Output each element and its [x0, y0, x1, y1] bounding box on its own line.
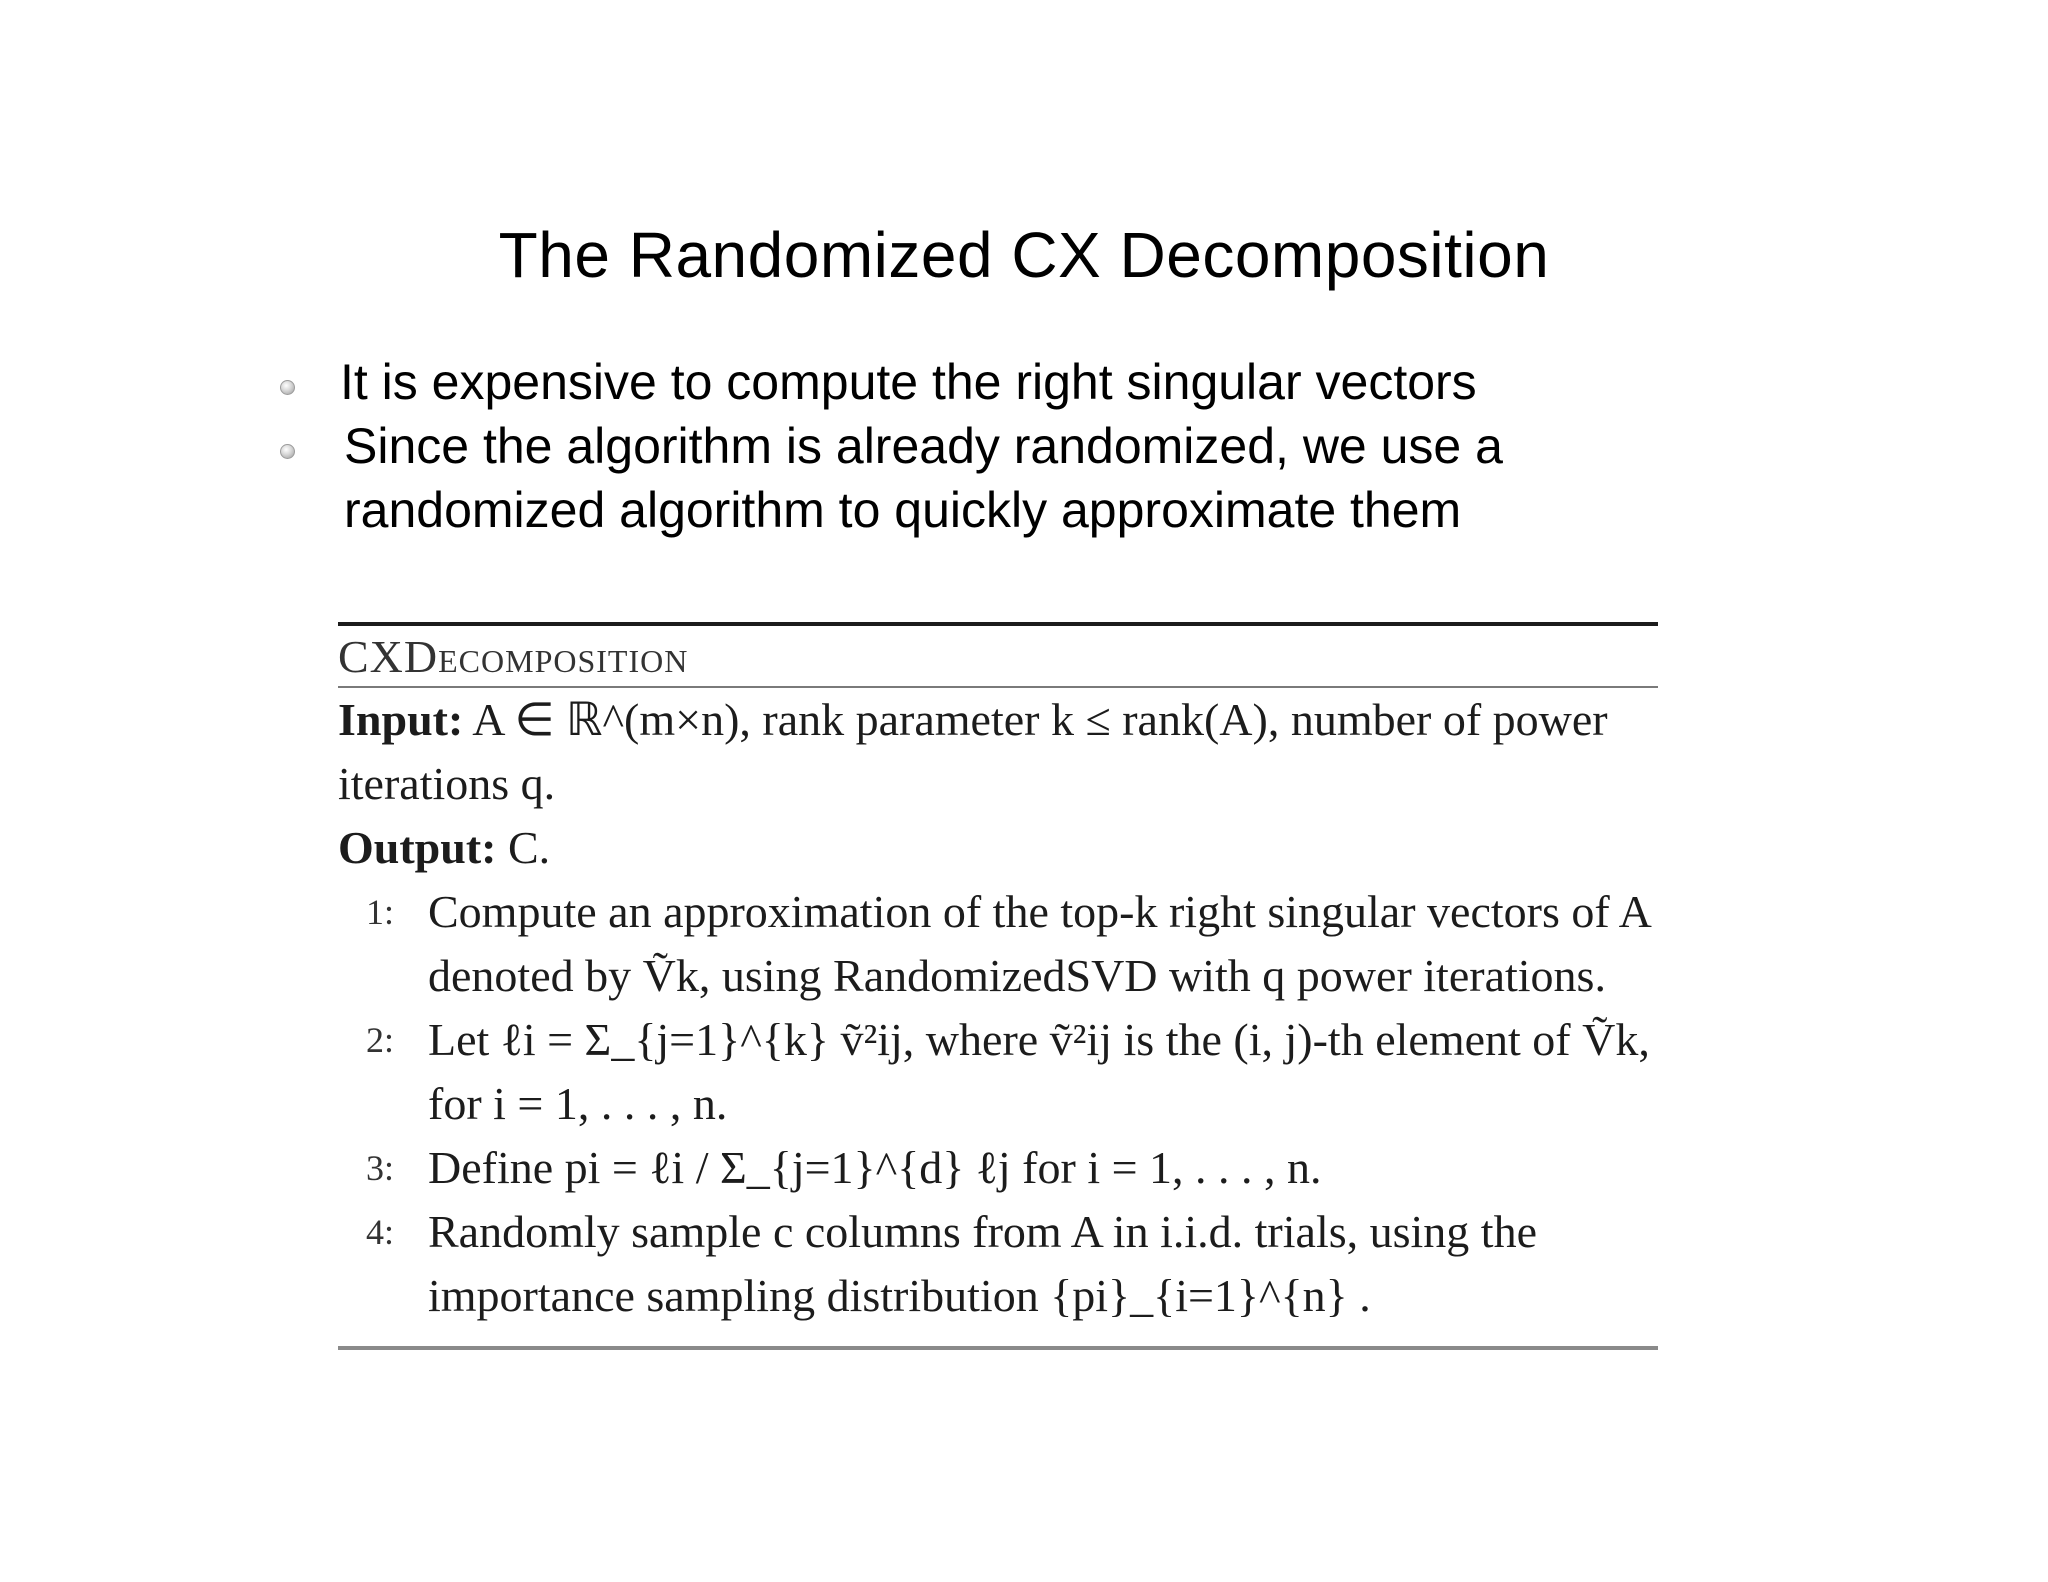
- algorithm-step: [338, 1008, 1658, 1136]
- step-number: 2:: [366, 1020, 395, 1060]
- algorithm-bottom-rule: [338, 1346, 1658, 1350]
- output-text: C.: [507, 822, 551, 873]
- bullet-dot-icon: [280, 380, 295, 395]
- bullet-list: [280, 350, 1680, 542]
- algorithm-box: [338, 622, 1658, 1350]
- slide-title: The Randomized CX Decomposition: [498, 219, 1550, 291]
- algorithm-step: [338, 1136, 1658, 1200]
- step-text: Define pi = ℓi / Σ_{j=1}^{d} ℓj for i = 1, . . . , n.: [428, 1142, 1322, 1193]
- bullet-dot-icon: [280, 444, 295, 459]
- step-text: Compute an approximation of the top-k right singular vectors of A denoted by Ṽk, using RandomizedSVD with q power iterations.: [428, 886, 1650, 1001]
- step-text: Randomly sample c columns from A in i.i.d. trials, using the importance sampling distribution {pi}_{i=1}^{n} .: [428, 1206, 1538, 1321]
- bullet-text: It is expensive to compute the right singular vectors: [340, 354, 1477, 410]
- algorithm-step: [338, 880, 1658, 1008]
- algorithm-step: [338, 1200, 1658, 1328]
- step-number: 4:: [366, 1212, 395, 1252]
- step-number: 1:: [366, 892, 395, 932]
- step-number: 3:: [366, 1148, 395, 1188]
- algorithm-input: [338, 688, 1658, 816]
- algorithm-name: CXDecomposition: [338, 631, 689, 682]
- bullet-item: [280, 350, 1680, 414]
- output-label: Output:: [338, 822, 497, 873]
- step-text: Let ℓi = Σ_{j=1}^{k} ṽ²ij, where ṽ²ij is the (i, j)-th element of Ṽk, for i = 1, . . . , n.: [428, 1014, 1650, 1129]
- algorithm-output: [338, 816, 1658, 880]
- input-text: A ∈ ℝ^(m×n), rank parameter k ≤ rank(A), number of power iterations q.: [338, 694, 1608, 809]
- bullet-text: Since the algorithm is already randomized, we use a randomized algorithm to quickly approximate them: [344, 418, 1503, 538]
- bullet-item: [280, 414, 1680, 542]
- input-label: Input:: [338, 694, 464, 745]
